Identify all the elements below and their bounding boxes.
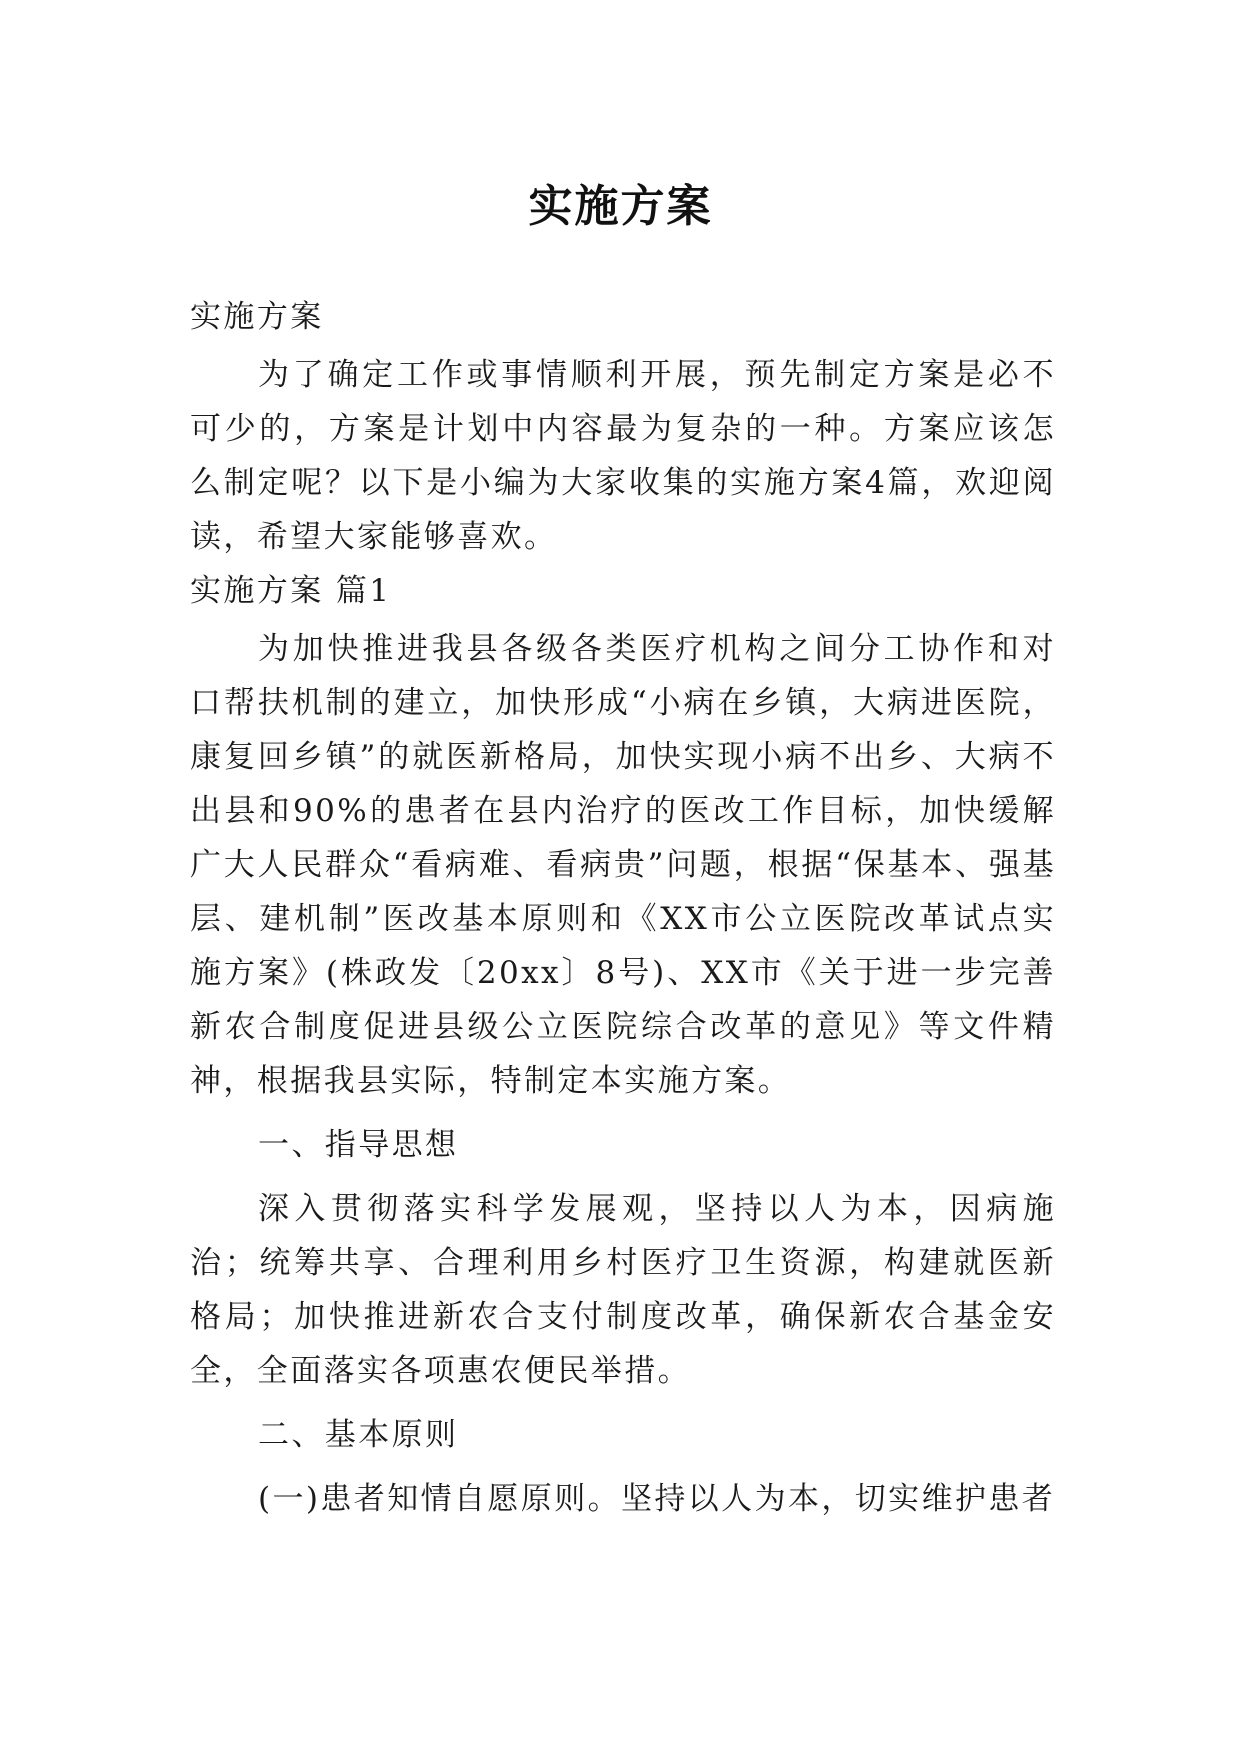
section-heading: 一、指导思想: [258, 1127, 459, 1163]
section-heading: 二、基本原则: [258, 1417, 459, 1453]
body-paragraph: 为加快推进我县各级各类医疗机构之间分工协作和对口帮扶机制的建立，加快形成“小病在乡镇，大病进医院，康复回乡镇”的就医新格局，加快实现小病不出乡、大病不出县和90%的患者在县内治疗的医改工作目标，加快缓解广大人民群众“看病难、看病贵”问题，根据“保基本、强基层、建机制”医改基本原则和《XX市公立医院改革试点实施方案》(株政发〔20xx〕8号)、XX市《关于进一步完善新农合制度促进县级公立医院综合改革的意见》等文件精神，根据我县实际，特制定本实施方案。: [190, 631, 1056, 1099]
body-paragraph: 深入贯彻落实科学发展观，坚持以人为本，因病施治；统筹共享、合理利用乡村医疗卫生资源，构建就医新格局；加快推进新农合支付制度改革，确保新农合基金安全，全面落实各项惠农便民举措。: [190, 1191, 1056, 1389]
intro-paragraph: 为了确定工作或事情顺利开展，预先制定方案是必不可少的，方案是计划中内容最为复杂的一种。方案应该怎么制定呢？以下是小编为大家收集的实施方案4篇，欢迎阅读，希望大家能够喜欢。: [190, 357, 1056, 555]
subtitle: 实施方案: [190, 299, 324, 335]
document-body: [190, 290, 1056, 1526]
body-paragraph: (一)患者知情自愿原则。坚持以人为本，切实维护患者: [258, 1481, 1056, 1517]
document-title: 实施方案: [528, 181, 713, 233]
part-heading: 实施方案 篇1: [190, 573, 392, 609]
